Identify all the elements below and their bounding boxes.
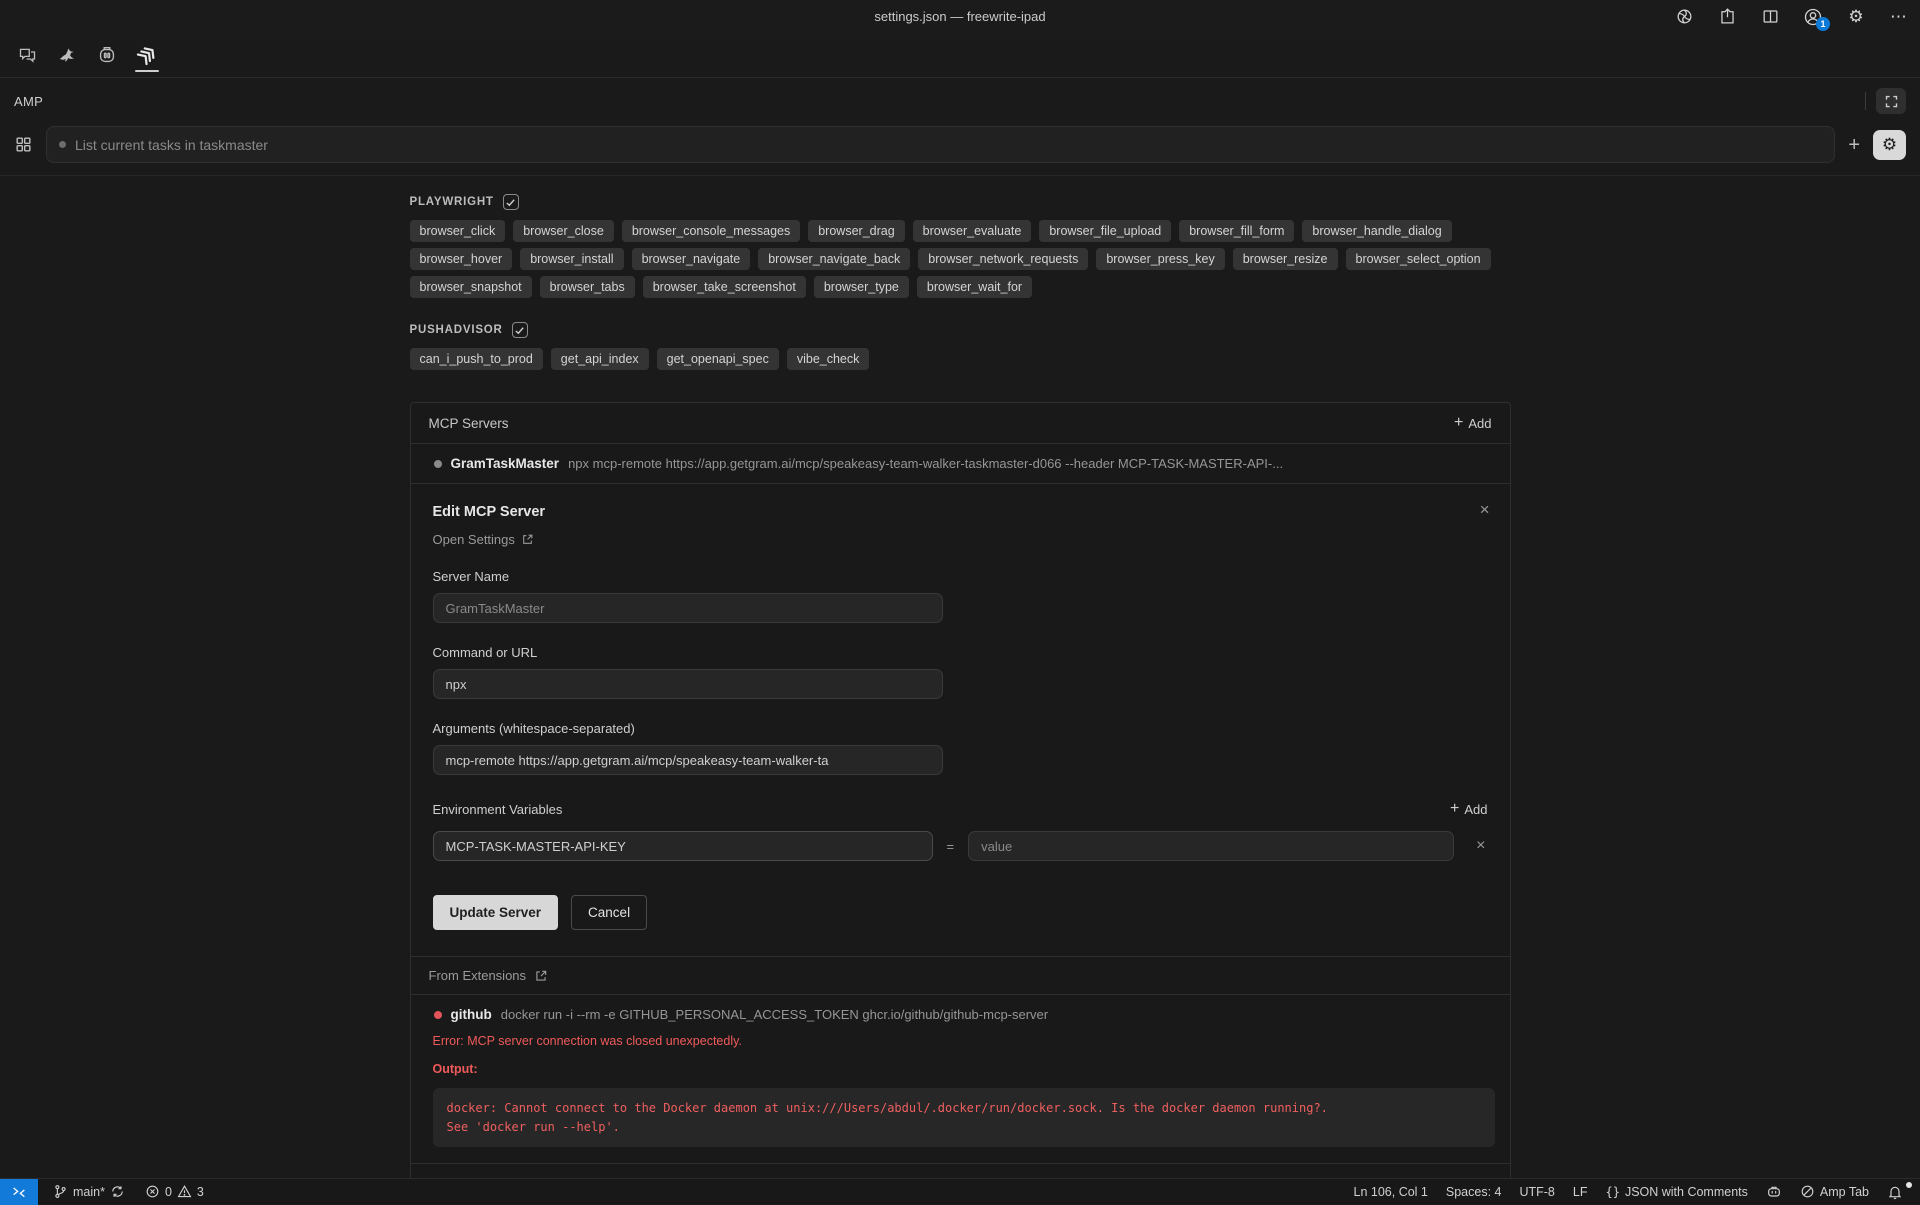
tool-tag[interactable]: browser_wait_for — [917, 276, 1032, 298]
tool-tag[interactable]: browser_fill_form — [1179, 220, 1294, 242]
server-status-dot — [434, 460, 442, 468]
tool-tag[interactable]: can_i_push_to_prod — [410, 348, 543, 370]
cursor-position-item[interactable]: Ln 106, Col 1 — [1353, 1184, 1428, 1199]
tool-tag[interactable]: browser_close — [513, 220, 614, 242]
amp-settings-button[interactable] — [1873, 130, 1906, 160]
remove-env-icon[interactable]: × — [1476, 837, 1486, 854]
tool-tag[interactable]: browser_file_upload — [1039, 220, 1171, 242]
error-count: 0 — [164, 1184, 172, 1199]
server-error-dot — [434, 1011, 442, 1019]
tool-tag[interactable]: browser_press_key — [1096, 248, 1224, 270]
warning-count: 3 — [196, 1184, 204, 1199]
edit-form-title: Edit MCP Server — [432, 504, 546, 520]
external-link-icon — [521, 533, 534, 546]
account-icon[interactable] — [1802, 6, 1824, 28]
tool-tag[interactable]: browser_evaluate — [913, 220, 1032, 242]
branch-icon — [53, 1184, 68, 1199]
new-thread-button[interactable]: + — [1848, 133, 1860, 156]
output-line: docker: Cannot connect to the Docker daemon at unix:///Users/abdul/.docker/run/docker.sock. Is the docker daemon running?. — [446, 1101, 1328, 1115]
tab-amp-icon[interactable] — [130, 36, 164, 74]
split-editor-icon[interactable] — [1759, 6, 1781, 28]
language-mode-item[interactable]: {} JSON with Comments — [1605, 1184, 1748, 1199]
tool-tag[interactable]: browser_navigate_back — [758, 248, 910, 270]
mcp-servers-panel — [410, 402, 1511, 1203]
problems-item[interactable] — [138, 1184, 211, 1199]
tool-tag[interactable]: browser_click — [410, 220, 506, 242]
copilot-status-item[interactable] — [1759, 1184, 1789, 1200]
tool-section-label: PLAYWRIGHT — [409, 196, 494, 208]
branch-name: main* — [73, 1184, 105, 1199]
close-icon[interactable]: × — [1479, 500, 1490, 519]
tool-tag[interactable]: browser_take_screenshot — [643, 276, 806, 298]
amp-title: AMP — [14, 93, 44, 109]
gear-icon: ⚙ — [1881, 135, 1898, 154]
encoding-item[interactable]: UTF-8 — [1519, 1184, 1555, 1199]
bell-icon — [1887, 1184, 1903, 1200]
window-title: settings.json — freewrite-ipad — [874, 9, 1046, 24]
query-row — [0, 124, 1920, 176]
git-branch-item[interactable] — [46, 1184, 132, 1199]
tab-robot-icon[interactable] — [90, 36, 124, 74]
arguments-input[interactable] — [433, 745, 943, 775]
add-server-button[interactable]: + Add — [1454, 414, 1492, 431]
title-bar — [0, 0, 1920, 33]
add-env-variable-button[interactable]: + Add — [1450, 800, 1488, 817]
env-value-input[interactable] — [968, 831, 1454, 861]
tool-tag[interactable]: browser_network_requests — [918, 248, 1088, 270]
query-input-container — [46, 126, 1835, 163]
edit-mcp-server-form — [411, 484, 1510, 957]
env-variables-label: Environment Variables — [432, 801, 563, 817]
tool-tag[interactable]: browser_type — [814, 276, 909, 298]
amp-tab-item[interactable]: Amp Tab — [1793, 1184, 1876, 1199]
server-name-label: Server Name — [432, 569, 510, 584]
separator — [1865, 92, 1866, 110]
tool-tag[interactable]: browser_tabs — [540, 276, 635, 298]
tool-tag[interactable]: get_openapi_spec — [657, 348, 779, 370]
update-server-button[interactable]: Update Server — [433, 895, 559, 930]
status-dot-icon — [59, 141, 66, 148]
slash-circle-icon — [1800, 1184, 1815, 1199]
expand-panel-button[interactable] — [1876, 88, 1906, 114]
server-command: docker run -i --rm -e GITHUB_PERSONAL_ACCESS_TOKEN ghcr.io/github/github-mcp-server — [500, 1007, 1049, 1022]
notification-dot — [1906, 1182, 1912, 1188]
query-input[interactable] — [75, 137, 1822, 153]
notifications-item[interactable] — [1880, 1184, 1910, 1200]
plus-icon: + — [1450, 800, 1460, 817]
tool-tag[interactable]: browser_select_option — [1346, 248, 1491, 270]
robot-icon — [1766, 1184, 1782, 1200]
checkbox-checked-icon[interactable] — [512, 322, 528, 338]
eol-item[interactable]: LF — [1572, 1184, 1588, 1199]
tool-tag[interactable]: browser_snapshot — [410, 276, 532, 298]
titlebar-actions — [1673, 0, 1910, 33]
server-name: GramTaskMaster — [450, 456, 560, 471]
tool-section — [410, 194, 1511, 298]
server-name: github — [450, 1007, 492, 1022]
remote-icon — [11, 1184, 27, 1200]
error-icon — [145, 1184, 160, 1199]
error-output-box — [433, 1088, 1495, 1147]
tool-tag[interactable]: browser_navigate — [632, 248, 751, 270]
open-settings-link[interactable]: Open Settings — [433, 532, 534, 547]
checkbox-checked-icon[interactable] — [503, 194, 519, 210]
account-badge: 1 — [1816, 17, 1830, 31]
settings-content — [0, 176, 1920, 1142]
env-key-input[interactable] — [433, 831, 933, 861]
output-line: See 'docker run --help'. — [446, 1119, 620, 1134]
tool-tag[interactable]: browser_console_messages — [622, 220, 800, 242]
external-link-icon — [534, 969, 548, 983]
tool-tag[interactable]: browser_handle_dialog — [1302, 220, 1451, 242]
tool-tag[interactable]: get_api_index — [551, 348, 649, 370]
braces-icon: {} — [1605, 1184, 1620, 1199]
indentation-item[interactable]: Spaces: 4 — [1445, 1184, 1502, 1199]
plus-icon: + — [1454, 414, 1464, 431]
grid-icon[interactable] — [14, 135, 33, 154]
server-row-github[interactable] — [411, 995, 1510, 1032]
equals-sign: = — [946, 838, 955, 854]
amp-header — [0, 78, 1920, 124]
command-input[interactable] — [433, 669, 943, 699]
arguments-label: Arguments (whitespace-separated) — [432, 721, 635, 736]
panel-tab-strip — [0, 33, 1920, 78]
server-name-input[interactable] — [433, 593, 943, 623]
server-row-gramtaskmaster[interactable] — [411, 444, 1510, 484]
tool-tag[interactable]: browser_hover — [410, 248, 513, 270]
output-label: Output: — [432, 1062, 478, 1076]
error-message: Error: MCP server connection was closed unexpectedly. — [432, 1034, 742, 1048]
tool-tag[interactable]: browser_resize — [1233, 248, 1338, 270]
tool-section — [410, 322, 1511, 370]
warning-icon — [177, 1184, 192, 1199]
extension-entry-github — [411, 995, 1510, 1164]
share-icon[interactable] — [1716, 6, 1738, 28]
tab-comments-icon[interactable] — [10, 36, 44, 74]
server-command: npx mcp-remote https://app.getgram.ai/mcp/speakeasy-team-walker-taskmaster-d066 --header MCP-TASK-MASTER-API-... — [568, 456, 1284, 471]
tab-kangaroo-icon[interactable] — [50, 36, 84, 74]
settings-gear-icon[interactable]: ⚙ — [1848, 7, 1864, 26]
tool-tag[interactable]: browser_drag — [808, 220, 904, 242]
copilot-icon[interactable] — [1673, 6, 1695, 28]
status-bar — [0, 1178, 1920, 1204]
remote-indicator[interactable] — [0, 1179, 38, 1205]
tool-tag[interactable]: browser_install — [520, 248, 623, 270]
tool-section-label: PUSHADVISOR — [409, 324, 503, 336]
sync-icon — [110, 1184, 125, 1199]
tool-tag[interactable]: vibe_check — [787, 348, 870, 370]
command-label: Command or URL — [432, 645, 538, 660]
cancel-button[interactable]: Cancel — [571, 895, 647, 930]
more-actions-icon[interactable]: ⋯ — [1890, 6, 1908, 26]
mcp-servers-title: MCP Servers — [428, 415, 509, 431]
from-extensions-header[interactable]: From Extensions — [411, 957, 1510, 995]
